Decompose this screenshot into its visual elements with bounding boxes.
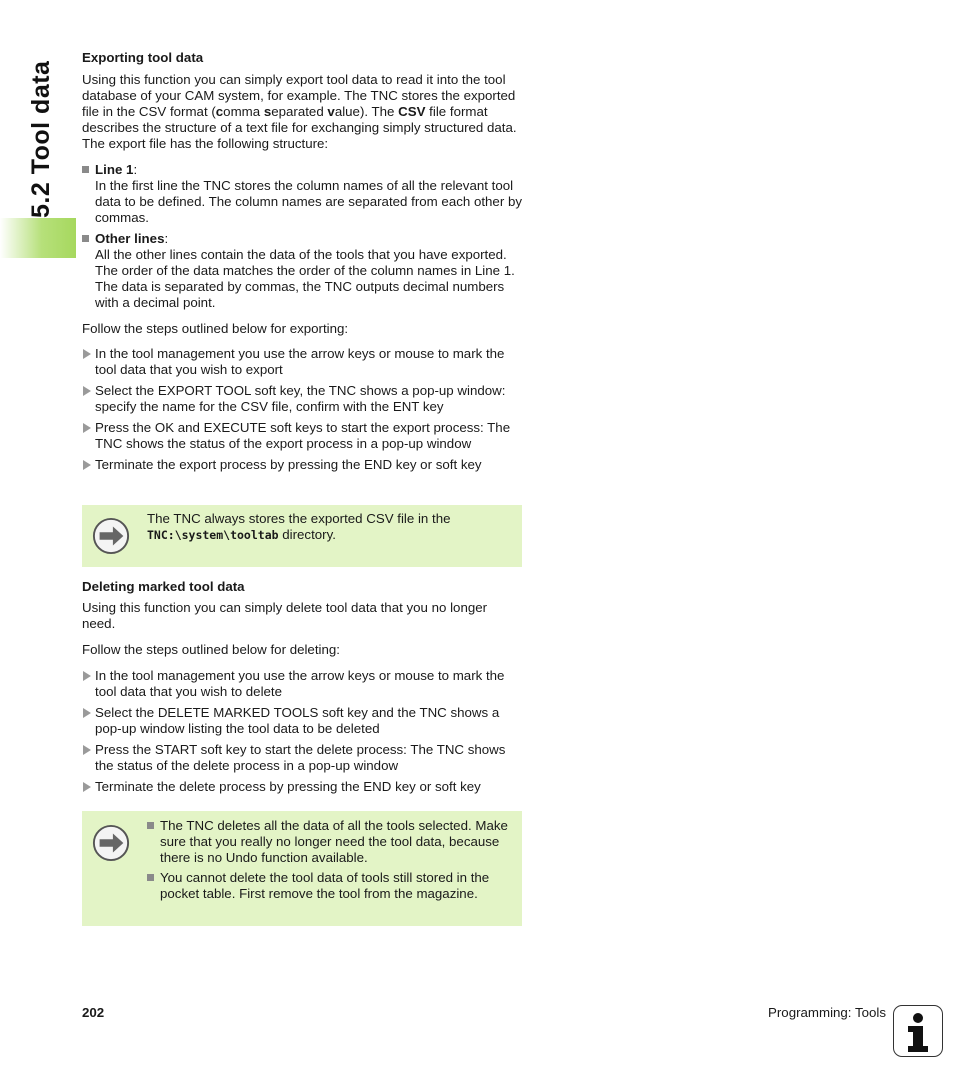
chapter-tab-marker [0, 218, 76, 258]
arrow-bullet-icon [83, 708, 91, 718]
delete-heading: Deleting marked tool data [82, 579, 245, 594]
delete-follow-text: Follow the steps outlined below for deleting: [82, 642, 340, 657]
export-step-1: In the tool management you use the arrow keys or mouse to mark the tool data that you wish to export [82, 346, 524, 378]
export-follow-text: Follow the steps outlined below for exporting: [82, 321, 349, 336]
delete-step-2: Select the DELETE MARKED TOOLS soft key and the TNC shows a pop-up window listing the tool data to be deleted [82, 705, 524, 737]
arrow-bullet-icon [83, 671, 91, 681]
export-step-4: Terminate the export process by pressing the END key or soft key [82, 457, 524, 473]
arrow-right-circle-icon [92, 517, 130, 555]
export-note-text: The TNC always stores the exported CSV file in the TNC:\system\tooltab directory. [147, 511, 451, 542]
delete-intro: Using this function you can simply delete tool data that you no longer need. [82, 600, 488, 631]
export-heading: Exporting tool data [82, 50, 204, 65]
export-step-3: Press the OK and EXECUTE soft keys to start the export process: The TNC shows the status of the export process in a pop-up window [82, 420, 524, 452]
square-bullet-icon [82, 166, 89, 173]
square-bullet-icon [82, 235, 89, 242]
delete-step-3: Press the START soft key to start the delete process: The TNC shows the status of the delete process in a pop-up window [82, 742, 524, 774]
info-icon [893, 1005, 943, 1057]
arrow-bullet-icon [83, 745, 91, 755]
delete-note-box [82, 811, 522, 926]
list-item-other-lines: Other lines: All the other lines contain the data of the tools that you have exported. The order of the data matches the order of the column names in Line 1. The data is separated by commas, the TNC outputs decimal numbers with a decimal point. [82, 231, 524, 311]
arrow-bullet-icon [83, 782, 91, 792]
arrow-bullet-icon [83, 423, 91, 433]
arrow-bullet-icon [83, 460, 91, 470]
arrow-right-circle-icon [92, 824, 130, 862]
delete-note-2: You cannot delete the tool data of tools still stored in the pocket table. First remove the tool from the magazine. [147, 870, 517, 902]
delete-section [82, 579, 524, 795]
footer-chapter-title: Programming: Tools [768, 1005, 886, 1020]
square-bullet-icon [147, 874, 154, 881]
delete-note-1: The TNC deletes all the data of all the tools selected. Make sure that you really no longer need the tool data, because there is no Undo function available. [147, 818, 517, 866]
arrow-bullet-icon [83, 349, 91, 359]
page-number: 202 [82, 1005, 105, 1020]
export-note-box [82, 505, 522, 567]
delete-step-4: Terminate the delete process by pressing the END key or soft key [82, 779, 524, 795]
info-i-glyph [894, 1006, 942, 1056]
arrow-bullet-icon [83, 386, 91, 396]
delete-step-1: In the tool management you use the arrow keys or mouse to mark the tool data that you wish to delete [82, 668, 524, 700]
list-item-line1: Line 1: In the first line the TNC stores the column names of all the relevant tool data to be defined. The column names are separated from each other by commas. [82, 162, 524, 226]
side-chapter-title [26, 48, 56, 218]
export-section [82, 50, 524, 473]
tooltab-path: TNC:\system\tooltab [147, 528, 279, 542]
delete-note-list [147, 818, 517, 902]
export-step-2: Select the EXPORT TOOL soft key, the TNC shows a pop-up window: specify the name for the CSV file, confirm with the ENT key [82, 383, 524, 415]
export-intro: Using this function you can simply export tool data to read it into the tool database of your CAM system, for example. The TNC stores the exported file in the CSV format (comma separated value). The CSV file format describes the structure of a text file for exchanging simply structured data. The export file has the following structure: [82, 72, 517, 151]
square-bullet-icon [147, 822, 154, 829]
side-chapter-title-text: 5.2 Tool data [27, 60, 55, 218]
